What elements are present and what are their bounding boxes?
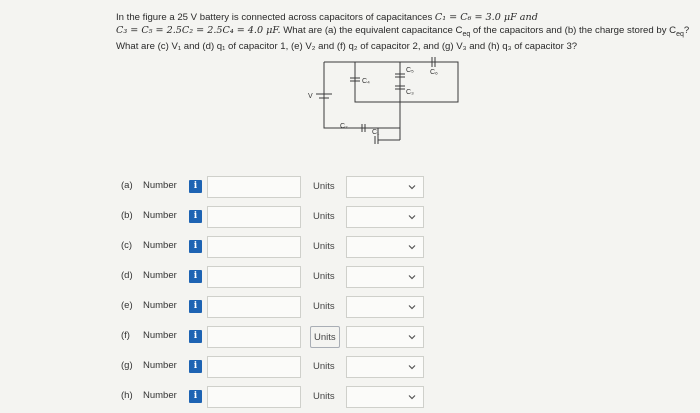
answer-row-e: [0, 296, 700, 318]
units-label: Units: [313, 181, 335, 192]
units-label: Units: [313, 211, 335, 222]
chevron-down-icon: [407, 302, 417, 312]
part-label: (b): [121, 210, 133, 221]
c4-label: C₄: [362, 78, 370, 85]
part-label: (f): [121, 330, 130, 341]
c5-label: C₅: [406, 67, 414, 74]
units-select-d[interactable]: [346, 266, 424, 288]
part-label: (a): [121, 180, 133, 191]
units-select-h[interactable]: [346, 386, 424, 408]
units-select-e[interactable]: [346, 296, 424, 318]
units-select-a[interactable]: [346, 176, 424, 198]
answer-row-g: [0, 356, 700, 378]
info-icon[interactable]: i: [189, 330, 202, 343]
info-icon[interactable]: i: [189, 390, 202, 403]
answer-row-d: [0, 266, 700, 288]
units-label: Units: [313, 361, 335, 372]
number-input-e[interactable]: [207, 296, 301, 318]
part-label: (c): [121, 240, 133, 251]
units-select-f[interactable]: [346, 326, 424, 348]
answer-row-h: [0, 386, 700, 408]
c6-label: C₆: [430, 69, 438, 76]
number-label: Number: [143, 390, 177, 401]
number-label: Number: [143, 270, 177, 281]
number-label: Number: [143, 240, 177, 251]
units-select-c[interactable]: [346, 236, 424, 258]
answer-row-c: [0, 236, 700, 258]
number-input-f[interactable]: [207, 326, 301, 348]
c3-label: C₃: [406, 89, 414, 96]
number-label: Number: [143, 180, 177, 191]
units-label: Units: [313, 391, 335, 402]
part-label: (g): [121, 360, 133, 371]
info-icon[interactable]: i: [189, 210, 202, 223]
units-label: Units: [313, 241, 335, 252]
part-label: (d): [121, 270, 133, 281]
units-label: Units: [313, 301, 335, 312]
number-label: Number: [143, 360, 177, 371]
number-input-b[interactable]: [207, 206, 301, 228]
problem-line-1: In the figure a 25 V battery is connected across capacitors of capacitances C₁ = C₆ = 3.0 μF and: [116, 12, 538, 23]
number-input-a[interactable]: [207, 176, 301, 198]
chevron-down-icon: [407, 332, 417, 342]
number-label: Number: [143, 210, 177, 221]
chevron-down-icon: [407, 272, 417, 282]
info-icon[interactable]: i: [189, 360, 202, 373]
problem-line-3: What are (c) V₁ and (d) q₁ of capacitor 1, (e) V₂ and (f) q₂ of capacitor 2, and (g) V₃ and (h) q₃ of capacitor 3?: [116, 40, 578, 52]
info-icon[interactable]: i: [189, 180, 202, 193]
info-icon[interactable]: i: [189, 300, 202, 313]
problem-line-2: C₃ = C₅ = 2.5C₂ = 2.5C₄ = 4.0 μF. What are (a) the equivalent capacitance $C_{eq}$ of the capacitors and (b) the charge stored by $C_{eq}$?: [116, 24, 690, 38]
info-icon[interactable]: i: [189, 240, 202, 253]
chevron-down-icon: [407, 242, 417, 252]
part-label: (h): [121, 390, 133, 401]
battery-label: V: [308, 93, 313, 100]
info-icon[interactable]: i: [189, 270, 202, 283]
chevron-down-icon: [407, 182, 417, 192]
number-label: Number: [143, 300, 177, 311]
c1-label: C₁: [372, 129, 380, 136]
chevron-down-icon: [407, 392, 417, 402]
units-label: Units: [310, 326, 340, 348]
chevron-down-icon: [407, 362, 417, 372]
number-input-g[interactable]: [207, 356, 301, 378]
answer-row-b: [0, 206, 700, 228]
c2-label: C₂: [340, 123, 348, 130]
part-label: (e): [121, 300, 133, 311]
units-select-b[interactable]: [346, 206, 424, 228]
number-input-c[interactable]: [207, 236, 301, 258]
number-input-h[interactable]: [207, 386, 301, 408]
answer-row-f: [0, 326, 700, 348]
units-select-g[interactable]: [346, 356, 424, 378]
number-input-d[interactable]: [207, 266, 301, 288]
number-label: Number: [143, 330, 177, 341]
answer-row-a: [0, 176, 700, 198]
units-label: Units: [313, 271, 335, 282]
chevron-down-icon: [407, 212, 417, 222]
